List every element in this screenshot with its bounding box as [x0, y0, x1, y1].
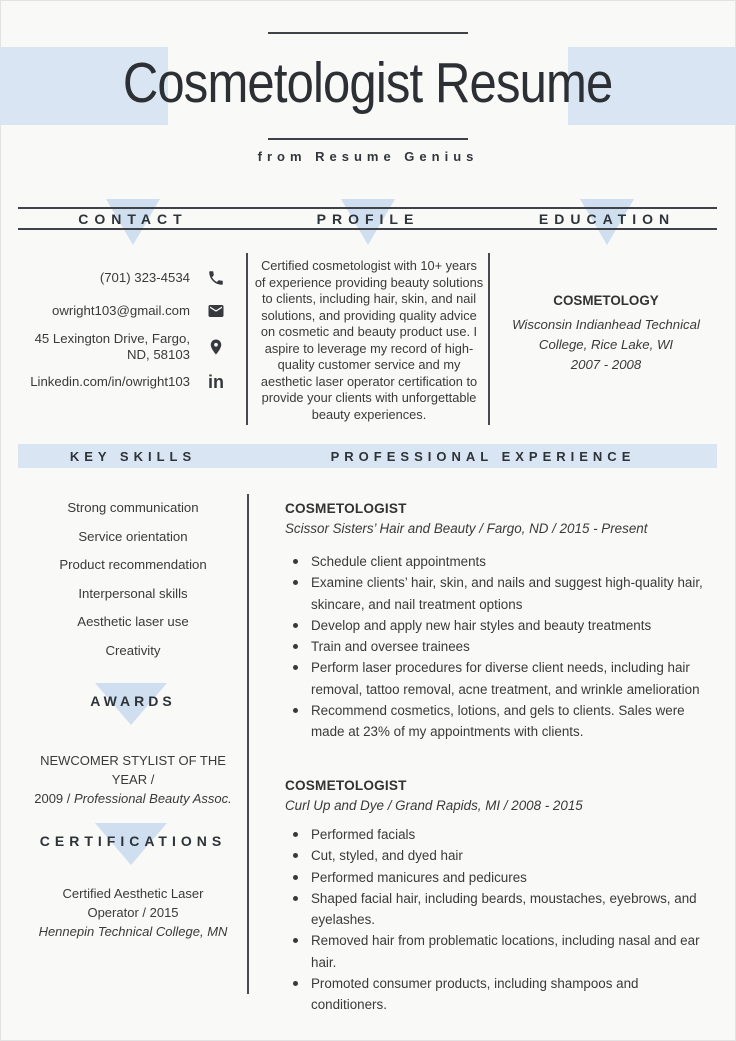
bullet-item: Removed hair from problematic locations, including nasal and ear hair.: [285, 930, 709, 973]
bullet-dot-icon: [293, 623, 298, 628]
bullet-dot-icon: [293, 580, 298, 585]
bullet-item: Schedule client appointments: [285, 551, 709, 572]
key-skills-section-label: KEY SKILLS: [69, 449, 197, 464]
postal-address: [35, 331, 190, 363]
contact-linkedin-row: [28, 372, 227, 392]
address-line-2: ND, 58103: [126, 347, 190, 362]
skill-item: Product recommendation: [59, 557, 207, 573]
contact-phone-row: [28, 268, 227, 288]
key-skills-list: [18, 494, 248, 666]
divider-contact-profile: [246, 253, 248, 425]
bullet-dot-icon: [293, 708, 298, 713]
linkedin-icon: in: [208, 372, 224, 392]
skill-item: Creativity: [105, 642, 161, 658]
bullet-dot-icon: [293, 853, 298, 858]
bullet-item: Performed manicures and pedicures: [285, 867, 709, 888]
phone-icon: [205, 269, 227, 287]
education-section-label: EDUCATION: [538, 211, 676, 227]
education-degree: COSMETOLOGY: [553, 293, 659, 308]
page-subtitle: from Resume Genius: [257, 149, 479, 164]
page-title: Cosmetologist Resume: [123, 51, 613, 115]
job-entry: [285, 501, 709, 536]
job-title: COSMETOLOGIST: [285, 778, 407, 793]
phone-number: (701) 323-4534: [99, 270, 190, 285]
title-top-rule: [268, 32, 468, 34]
bullet-item: Recommend cosmetics, lotions, and gels to clients. Sales were made at 23% of my appointments with clients.: [285, 700, 709, 743]
skill-item: Service orientation: [78, 528, 188, 544]
contact-section-label: CONTACT: [78, 211, 188, 227]
award-detail: 2009 / Professional Beauty Assoc.: [34, 791, 232, 806]
linkedin-url: Linkedin.com/in/owright103: [30, 374, 190, 389]
bullet-dot-icon: [293, 875, 298, 880]
bullet-dot-icon: [293, 981, 298, 986]
profile-section-label: PROFILE: [316, 211, 420, 227]
education-school: Wisconsin Indianhead Technical College, Rice Lake, WI: [512, 317, 700, 352]
bullet-item: Perform laser procedures for diverse client needs, including hair removal, tattoo removal, acne treatment, and wrinkle amelioration: [285, 657, 709, 700]
header-rule-top: [18, 207, 717, 209]
bullet-dot-icon: [293, 644, 298, 649]
certifications-section-label: CERTIFICATIONS: [39, 833, 227, 849]
bullet-item: Train and oversee trainees: [285, 636, 709, 657]
bullet-item: Performed facials: [285, 824, 709, 845]
job-meta: Scissor Sisters’ Hair and Beauty / Fargo, ND / 2015 - Present: [285, 521, 648, 536]
contact-address-row: [28, 330, 227, 364]
skill-item: Aesthetic laser use: [77, 614, 189, 630]
email-address: owright103@gmail.com: [52, 303, 190, 318]
experience-section-label: PROFESSIONAL EXPERIENCE: [330, 449, 636, 464]
job-meta: Curl Up and Dye / Grand Rapids, MI / 2008 - 2015: [285, 798, 583, 813]
bullet-dot-icon: [293, 896, 298, 901]
bullet-dot-icon: [293, 938, 298, 943]
profile-summary: Certified cosmetologist with 10+ years of experience providing beauty solutions to clients, including hair, skin, and nail solutions, and providing quality advice on cosmetic and beauty product use. I aspire to leverage my record of high-quality customer service and my aesthetic laser operator certification to provide your clients with unforgettable beauty experiences.: [254, 258, 484, 422]
job-title: COSMETOLOGIST: [285, 501, 407, 516]
award-entry: [24, 751, 242, 808]
education-dates: 2007 - 2008: [570, 357, 642, 372]
bullet-dot-icon: [293, 665, 298, 670]
divider-profile-education: [488, 253, 490, 425]
bullet-item: Shaped facial hair, including beards, moustaches, eyebrows, and eyelashes.: [285, 888, 709, 931]
bullet-item: Develop and apply new hair styles and beauty treatments: [285, 615, 709, 636]
job-entry: [285, 778, 709, 813]
title-bottom-rule: [268, 138, 468, 140]
skill-item: Interpersonal skills: [78, 585, 188, 601]
location-pin-icon: [205, 338, 227, 356]
envelope-icon: [205, 302, 227, 320]
job-bullet-list: [285, 824, 709, 1016]
header-rule-bottom: [18, 228, 717, 230]
certification-title-line-2: Operator / 2015: [87, 905, 179, 920]
contact-email-row: [28, 301, 227, 321]
bullet-dot-icon: [293, 559, 298, 564]
bullet-item: Promoted consumer products, including shampoos and conditioners.: [285, 973, 709, 1016]
job-bullet-list: [285, 551, 709, 743]
skill-item: Strong communication: [67, 500, 199, 515]
address-line-1: 45 Lexington Drive, Fargo,: [34, 331, 190, 346]
certification-entry: [24, 884, 242, 941]
certification-title-line-1: Certified Aesthetic Laser: [62, 886, 204, 901]
awards-section-label: AWARDS: [90, 693, 176, 709]
bullet-item: Examine clients’ hair, skin, and nails and suggest high-quality hair, skincare, and nail treatment options: [285, 572, 709, 615]
education-entry: [494, 293, 718, 375]
certification-school: Hennepin Technical College, MN: [38, 924, 228, 939]
award-title: NEWCOMER STYLIST OF THE YEAR /: [40, 753, 226, 787]
bullet-dot-icon: [293, 832, 298, 837]
bullet-item: Cut, styled, and dyed hair: [285, 845, 709, 866]
